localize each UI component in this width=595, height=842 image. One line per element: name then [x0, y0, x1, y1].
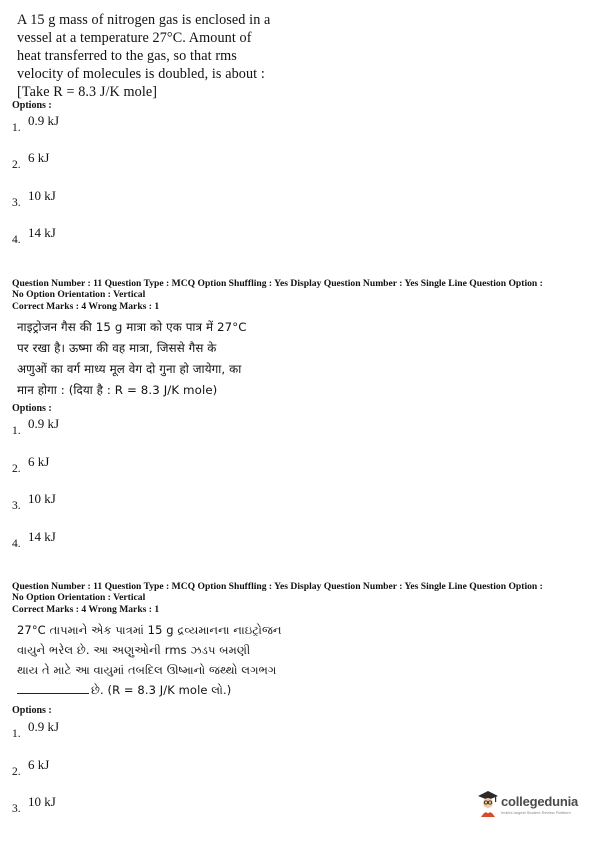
meta-line: Question Number : 11 Question Type : MCQ Option Shuffling : Yes Display Question Number : Yes Single Line Question Option :: [12, 581, 543, 592]
options-label: Options :: [12, 100, 52, 111]
option-number: 3.: [12, 197, 21, 209]
option-value: 10 kJ: [28, 794, 56, 809]
question-line: vessel at a temperature 27°C. Amount of: [17, 30, 252, 46]
question-line: થાય તે માટે આ વાયુમાં તબદિલ ઊષ્માનો જથ્થો લગભગ: [17, 663, 277, 677]
marks-line: Correct Marks : 4 Wrong Marks : 1: [12, 301, 160, 312]
option-number: 1.: [12, 728, 21, 740]
question-line: नाइट्रोजन गैस की 15 g मात्रा को एक पात्र में 27°C: [17, 320, 247, 334]
question-line-with-blank: [17, 680, 267, 700]
option-value: 6 kJ: [28, 150, 50, 165]
option-value: 0.9 kJ: [28, 113, 60, 128]
meta-line: No Option Orientation : Vertical: [12, 591, 146, 603]
question-line: अणुओं का वर्ग माध्य मूल वेग दो गुना हो जायेगा, का: [17, 362, 242, 376]
meta-line: No Option Orientation : Vertical: [12, 288, 146, 300]
collegedunia-logo: [477, 786, 589, 826]
logo-wordmark: collegedunia: [501, 794, 579, 809]
option-value: 10 kJ: [28, 188, 56, 203]
question-3-text: [17, 620, 282, 700]
question-line: છે. (R = 8.3 J/K mole લો.): [91, 683, 232, 697]
options-label: Options :: [12, 403, 52, 414]
question-line: 27°C તાપમાને એક પાત્રમાં 15 g દ્રવ્યમાનના નાઇટ્રોજન: [17, 623, 282, 637]
question-line: velocity of molecules is doubled, is about :: [17, 66, 265, 82]
question-1-text: [17, 11, 271, 101]
option-number: 3.: [12, 803, 21, 815]
option-number: 3.: [12, 500, 21, 512]
option-value: 14 kJ: [28, 529, 56, 544]
option-value: 0.9 kJ: [28, 719, 60, 734]
question-line: heat transferred to the gas, so that rms: [17, 48, 237, 64]
marks-line: Correct Marks : 4 Wrong Marks : 1: [12, 604, 160, 615]
meta-line: Question Number : 11 Question Type : MCQ Option Shuffling : Yes Display Question Number : Yes Single Line Question Option :: [12, 278, 543, 289]
question-line: A 15 g mass of nitrogen gas is enclosed in a: [17, 12, 271, 28]
question-line: વાયુને ભરેલ છે. આ અણુઓની rms ઝડપ બમણી: [17, 643, 251, 657]
option-value: 0.9 kJ: [28, 416, 60, 431]
question-line: [Take R = 8.3 J/K mole]: [17, 84, 158, 100]
option-value: 10 kJ: [28, 491, 56, 506]
answer-blank: [17, 693, 89, 694]
question-2-text: [17, 317, 267, 401]
graduate-mascot-icon: [477, 790, 499, 818]
option-value: 6 kJ: [28, 757, 50, 772]
option-number: 2.: [12, 159, 21, 171]
option-number: 2.: [12, 766, 21, 778]
question-meta: [12, 279, 587, 313]
option-value: 14 kJ: [28, 225, 56, 240]
options-label: Options :: [12, 705, 52, 716]
option-number: 4.: [12, 234, 21, 246]
question-line: मान होगा : (दिया है : R = 8.3 J/K mole): [17, 383, 218, 397]
option-number: 1.: [12, 425, 21, 437]
option-value: 6 kJ: [28, 454, 50, 469]
question-line: पर रखा है। ऊष्मा की वह मात्रा, जिससे गैस के: [17, 341, 217, 355]
question-meta: [12, 582, 587, 616]
option-number: 2.: [12, 463, 21, 475]
logo-tagline: India's largest Student Review Platform: [501, 810, 571, 815]
option-number: 4.: [12, 538, 21, 550]
option-number: 1.: [12, 122, 21, 134]
